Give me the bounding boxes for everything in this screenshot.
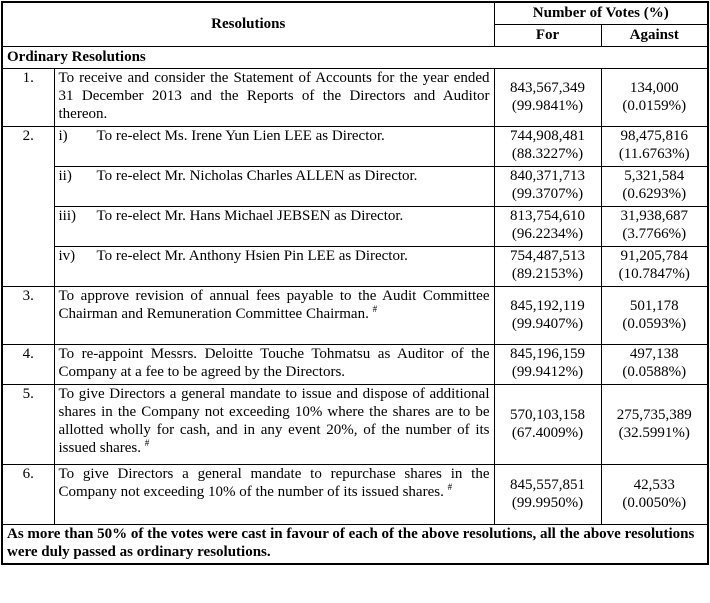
resolution-row-5 xyxy=(2,384,708,464)
votes-for: 570,103,158 (67.4009%) xyxy=(494,384,601,464)
resolutions-table xyxy=(1,1,709,565)
votes-against: 98,475,816 (11.6763%) xyxy=(601,126,708,166)
resolution-row-1 xyxy=(2,68,708,126)
votes-for: 813,754,610 (96.2234%) xyxy=(494,206,601,246)
footer-note: As more than 50% of the votes were cast in favour of each of the above resolutions, all the above resolutions were duly passed as ordinary resolutions. xyxy=(2,524,708,564)
section-title: Ordinary Resolutions xyxy=(2,46,708,68)
hash-mark: # xyxy=(372,303,378,314)
resolution-text: ii) To re-elect Mr. Nicholas Charles ALLEN as Director. xyxy=(54,166,494,206)
resolution-number: 5. xyxy=(2,384,54,464)
resolution-row-6 xyxy=(2,464,708,524)
votes-for: 744,908,481 (88.3227%) xyxy=(494,126,601,166)
resolution-text: iii) To re-elect Mr. Hans Michael JEBSEN as Director. xyxy=(54,206,494,246)
votes-against: 91,205,784 (10.7847%) xyxy=(601,246,708,286)
resolution-number: 1. xyxy=(2,68,54,126)
resolution-row-2-ii xyxy=(2,166,708,206)
header-against: Against xyxy=(601,24,708,46)
resolution-text: To give Directors a general mandate to repurchase shares in the Company not exceeding 10% of the number of its issued shares. # xyxy=(54,464,494,524)
votes-against: 275,735,389 (32.5991%) xyxy=(601,384,708,464)
resolution-row-2-iii xyxy=(2,206,708,246)
resolution-number: 6. xyxy=(2,464,54,524)
resolution-text: To re-appoint Messrs. Deloitte Touche Tohmatsu as Auditor of the Company at a fee to be agreed by the Directors. xyxy=(54,344,494,384)
resolution-text: i) To re-elect Ms. Irene Yun Lien LEE as Director. xyxy=(54,126,494,166)
hash-mark: # xyxy=(447,481,453,492)
votes-for: 845,196,159 (99.9412%) xyxy=(494,344,601,384)
resolution-text: iv) To re-elect Mr. Anthony Hsien Pin LEE as Director. xyxy=(54,246,494,286)
resolution-row-2-iv xyxy=(2,246,708,286)
votes-against: 501,178 (0.0593%) xyxy=(601,286,708,344)
resolution-text: To give Directors a general mandate to issue and dispose of additional shares in the Company not exceeding 10% where the shares are to be allotted wholly for cash, and in any event 20%, of the number of its issued shares. # xyxy=(54,384,494,464)
resolution-number: 2. xyxy=(2,126,54,286)
resolution-row-3 xyxy=(2,286,708,344)
votes-for: 840,371,713 (99.3707%) xyxy=(494,166,601,206)
resolution-number: 3. xyxy=(2,286,54,344)
header-votes: Number of Votes (%) xyxy=(494,2,708,24)
header-for: For xyxy=(494,24,601,46)
hash-mark: # xyxy=(144,437,150,448)
resolution-text: To receive and consider the Statement of Accounts for the year ended 31 December 2013 and the Reports of the Directors and Auditor thereon. xyxy=(54,68,494,126)
resolution-number: 4. xyxy=(2,344,54,384)
votes-against: 42,533 (0.0050%) xyxy=(601,464,708,524)
resolution-text: To approve revision of annual fees payable to the Audit Committee Chairman and Remuneration Committee Chairman. # xyxy=(54,286,494,344)
votes-for: 843,567,349 (99.9841%) xyxy=(494,68,601,126)
votes-for: 845,557,851 (99.9950%) xyxy=(494,464,601,524)
header-resolutions: Resolutions xyxy=(2,2,494,46)
votes-against: 31,938,687 (3.7766%) xyxy=(601,206,708,246)
votes-against: 134,000 (0.0159%) xyxy=(601,68,708,126)
votes-for: 754,487,513 (89.2153%) xyxy=(494,246,601,286)
resolution-row-2-i xyxy=(2,126,708,166)
votes-against: 5,321,584 (0.6293%) xyxy=(601,166,708,206)
votes-against: 497,138 (0.0588%) xyxy=(601,344,708,384)
votes-for: 845,192,119 (99.9407%) xyxy=(494,286,601,344)
resolution-row-4 xyxy=(2,344,708,384)
